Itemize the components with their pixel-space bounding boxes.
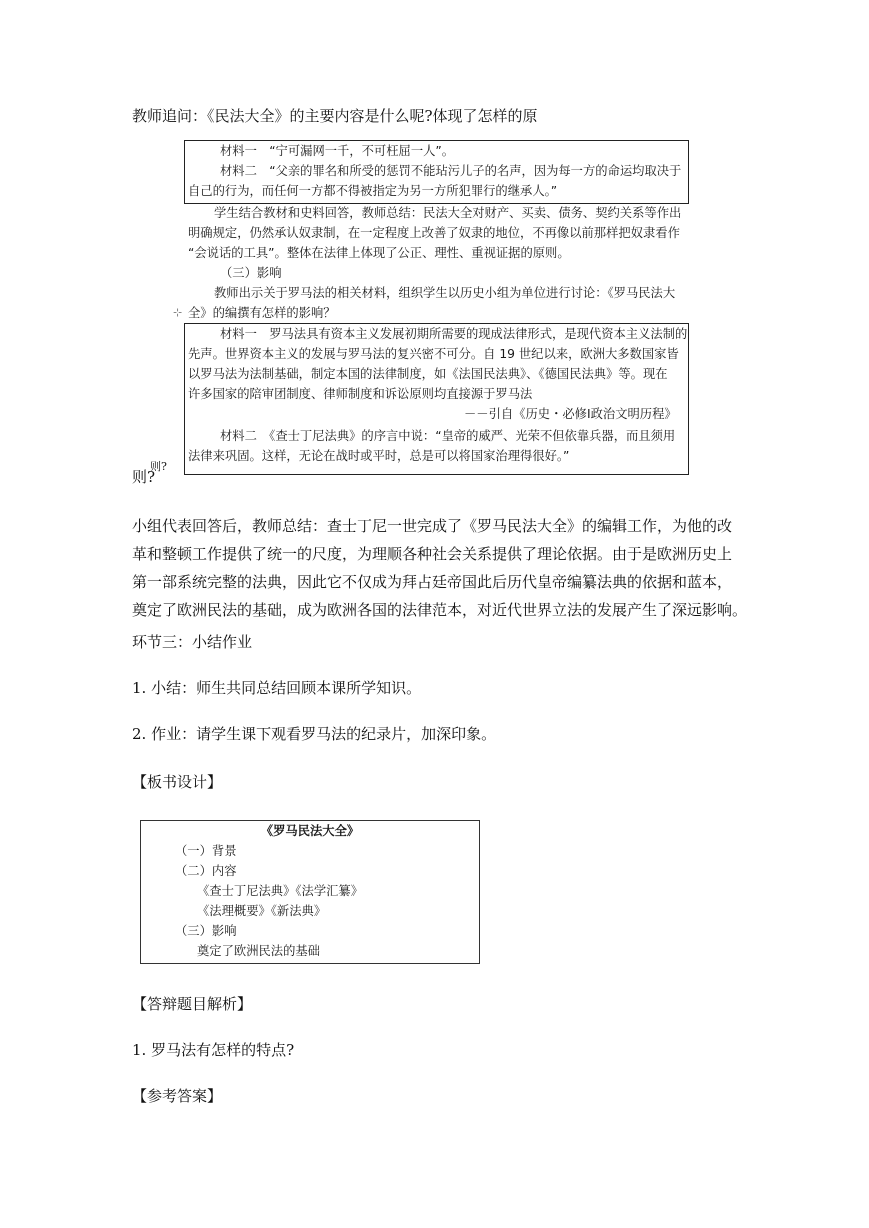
qa-heading: 【答辩题目解析】 — [132, 995, 253, 1013]
board-line: 奠定了欧洲民法的基础 — [197, 944, 320, 958]
board-line: （三）影响 — [175, 924, 237, 938]
board-design-heading: 【板书设计】 — [132, 773, 223, 791]
summary-line: 第一部系统完整的法典，因此它不仅成为拜占廷帝国此后历代皇帝编纂法典的依据和蓝本， — [132, 573, 733, 591]
summary-item: 1. 小结：师生共同总结回顾本课所学知识。 — [132, 679, 422, 697]
material-line: 材料一 罗马法具有资本主义发展初期所需要的现成法律形式，是现代资本主义法制的 — [220, 327, 688, 341]
scan-summary-line: 学生结合教材和史料回答，教师总结：民法大全对财产、买卖、债务、契约关系等作出 — [214, 206, 682, 220]
material-line: 法律来巩固。这样，无论在战时或平时，总是可以将国家治理得很好。” — [188, 449, 570, 463]
material-source: －－引自《历史・必修Ⅰ政治文明历程》 — [464, 407, 677, 421]
summary-line: 奠定了欧洲民法的基础，成为欧洲各国的法律范本，对近代世界立法的发展产生了深远影响。 — [132, 601, 748, 619]
scan-discussion-line: 全》的编撰有怎样的影响？ — [188, 306, 336, 320]
summary-line: 小组代表回答后，教师总结：查士丁尼一世完成了《罗马民法大全》的编辑工作，为他的改 — [132, 517, 733, 535]
anchor-icon: ⊹ — [173, 306, 183, 319]
material-line: 材料二 “父亲的罪名和所受的惩罚不能玷污儿子的名声，因为每一方的命运均取决于 — [220, 164, 682, 178]
question-tail: 则? — [132, 468, 156, 486]
board-line: （一）背景 — [175, 844, 237, 858]
scan-discussion-line: 教师出示关于罗马法的相关材料，组织学生以历史小组为单位进行讨论：《罗马民法大 — [214, 286, 676, 300]
material-line: 材料二 《查士丁尼法典》的序言中说：“皇帝的威严、光荣不但依靠兵器，而且须用 — [220, 429, 676, 443]
material-line: 先声。世界资本主义的发展与罗马法的复兴密不可分。自 19 世纪以来，欧洲大多数国家皆 — [188, 347, 679, 361]
material-line: 自己的行为，而任何一方都不得被指定为另一方所犯罪行的继承人。” — [188, 184, 558, 198]
lead-question: 教师追问：《民法大全》的主要内容是什么呢?体现了怎样的原 — [132, 107, 538, 125]
scanned-material-excerpt — [173, 140, 690, 476]
board-line: （二）内容 — [175, 864, 237, 878]
material-line: 许多国家的陪审团制度、律师制度和诉讼原则均直接源于罗马法 — [188, 387, 533, 401]
board-line: 《法理概要》《新法典》 — [197, 904, 327, 918]
answer-heading: 【参考答案】 — [132, 1087, 223, 1105]
teacher-summary — [132, 512, 748, 624]
homework-item: 2. 作业：请学生课下观看罗马法的纪录片，加深印象。 — [132, 725, 497, 743]
board-design — [140, 820, 480, 964]
summary-line: 革和整顿工作提供了统一的尺度，为理顺各种社会关系提供了理论依据。由于是欧洲历史上 — [132, 545, 733, 563]
scan-section-heading: （三）影响 — [220, 266, 282, 280]
scan-summary-line: 明确规定，仍然承认奴隶制，在一定程度上改善了奴隶的地位，不再像以前那样把奴隶看作 — [188, 226, 680, 240]
board-title: 《罗马民法大全》 — [260, 824, 360, 838]
question-tail-small: 则? — [150, 460, 167, 473]
board-line: 《查士丁尼法典》《法学汇纂》 — [197, 884, 364, 898]
material-line: 以罗马法为法制基础，制定本国的法律制度，如《法国民法典》、《德国民法典》等。现在 — [188, 367, 668, 381]
step-heading: 环节三：小结作业 — [132, 633, 253, 651]
material-line: 材料一 “宁可漏网一千，不可枉屈一人”。 — [220, 144, 455, 158]
scan-summary-line: “会说话的工具”。整体在法律上体现了公正、理性、重视证据的原则。 — [188, 246, 570, 260]
question-item: 1. 罗马法有怎样的特点? — [132, 1041, 295, 1059]
